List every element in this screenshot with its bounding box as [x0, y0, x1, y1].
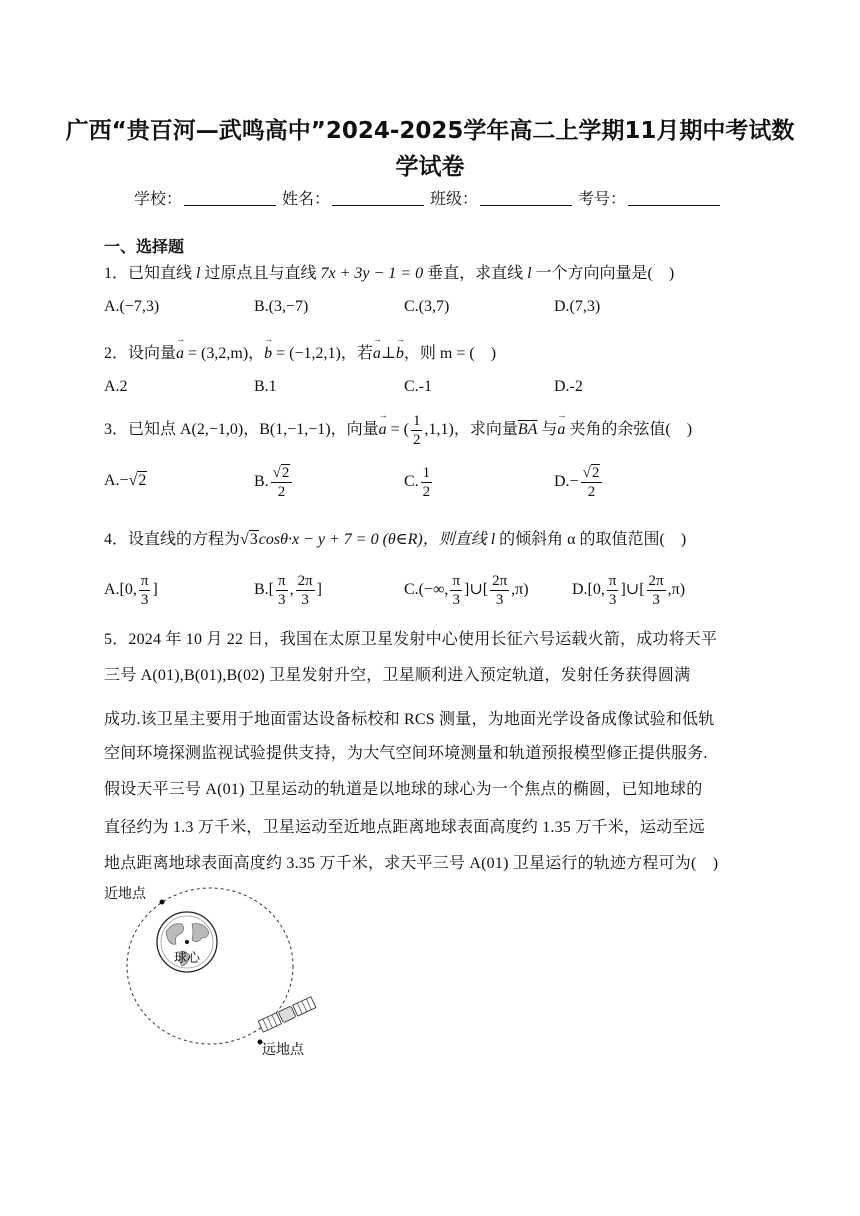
q3-vector-a: → a [379, 421, 387, 439]
q4-a-den: 3 [140, 592, 149, 608]
q3-c-den: 2 [422, 484, 431, 500]
q4-text-1: 4．设直线的方程为 [104, 531, 241, 548]
q2-vector-a-2: → a [373, 345, 381, 363]
q3-b-num: √2 [271, 464, 293, 483]
exam-number-blank [628, 191, 720, 206]
q2-vector-b-2: → b [396, 345, 404, 363]
q4-option-c[interactable] [404, 572, 529, 609]
q5-line-3: 成功.该卫星主要用于地面雷达设备标校和 RCS 测量，为地面光学设备成像试验和低轨 [104, 711, 715, 728]
q5-line-1: 5．2024 年 10 月 22 日，我国在太原卫星发射中心使用长征六号运载火箭，成功将天平 [104, 631, 718, 648]
apogee-label: 远地点 [262, 1042, 304, 1058]
q4-c-pre: C.(−∞, [404, 581, 449, 599]
section-heading: 一、选择题 [104, 237, 185, 256]
q3-frac-num: 1 [412, 413, 421, 429]
q3-b-label: B. [254, 473, 269, 491]
q3-d-label: D.− [554, 473, 579, 491]
exam-title-line2: 学试卷 [395, 154, 465, 180]
q4-d-frac1 [607, 572, 619, 609]
q5-line-7: 地点距离地球表面高度约 3.35 万千米，求天平三号 A(01) 卫星运行的轨迹方程可为( ) [104, 855, 719, 872]
q4-d-post: ,π) [667, 581, 686, 599]
q4-c-frac2 [490, 572, 509, 609]
q3-text-4: 与 [537, 421, 558, 439]
q4-a-num: π [140, 573, 149, 589]
q3-option-c[interactable] [404, 464, 434, 501]
perigee-label: 近地点 [104, 886, 146, 902]
q4-b-num2: 2π [297, 573, 313, 589]
q5-line-2: 三号 A(01),B(01),B(02) 卫星发射升空，卫星顺利进入预定轨道，发射任务获得圆满 [104, 667, 691, 684]
q3-c-num: 1 [422, 465, 431, 481]
q4-a-frac [139, 572, 151, 609]
q4-b-frac2 [296, 572, 315, 609]
q4-d-mid: ]∪[ [620, 581, 645, 599]
q3-text-5: 夹角的余弦值( ) [565, 421, 693, 439]
q3-a-radicand: 2 [138, 472, 147, 489]
q5-line-4: 空间环境探测监视试验提供支持，为大气空间环境测量和轨道预报模型修正提供服务. [104, 745, 708, 762]
q3-d-radicand: 2 [591, 465, 600, 481]
school-blank [184, 191, 276, 206]
q2-option-a[interactable]: A.2 [104, 378, 128, 395]
q4-b-num1: π [278, 573, 286, 589]
q4-option-b[interactable] [254, 572, 322, 609]
q3-option-b[interactable] [254, 464, 294, 501]
q1-equation: 7x + 3y − 1 = 0 [320, 265, 424, 282]
q3-c-fraction [421, 464, 433, 501]
q2-text-2: = (3,2,m)， [184, 345, 265, 362]
q3-text-2: = ( [386, 421, 409, 439]
q4-c-mid: ]∪[ [464, 581, 489, 599]
q4-d-num1: π [608, 573, 617, 589]
q4-option-a[interactable] [104, 572, 158, 609]
q4-b-mid: , [289, 581, 294, 599]
q4-b-frac1 [276, 572, 288, 609]
q1-option-a[interactable]: A.(−7,3) [104, 298, 160, 315]
q4-c-frac1 [450, 572, 462, 609]
q4-d-num2: 2π [648, 573, 664, 589]
class-label: 班级： [430, 189, 479, 208]
q4-b-pre: B.[ [254, 581, 274, 599]
school-label: 学校： [134, 189, 183, 208]
q4-option-d[interactable] [572, 572, 685, 609]
q2-text-3: = (−1,2,1)，若 [272, 345, 373, 362]
q1-option-d[interactable]: D.(7,3) [554, 298, 601, 315]
q1-option-c[interactable]: C.(3,7) [404, 298, 450, 315]
q4-a-pre: A.[0, [104, 581, 137, 599]
name-label: 姓名： [282, 189, 331, 208]
question-2-stem [104, 340, 496, 363]
q4-c-den2: 3 [495, 592, 504, 608]
q2-text-5: ，则 m = ( ) [403, 345, 497, 362]
q3-d-fraction [581, 464, 603, 501]
earth-center-label: 球心 [174, 951, 201, 966]
q4-b-den2: 3 [301, 592, 309, 608]
q4-a-post: ] [152, 581, 158, 599]
q2-option-b[interactable]: B.1 [254, 378, 277, 395]
name-blank [332, 191, 424, 206]
q2-vector-b: → b [264, 345, 272, 363]
q2-vector-a: → a [176, 345, 184, 363]
q5-line-6: 直径约为 1.3 万千米，卫星运动至近地点距离地球表面高度约 1.35 万千米，运动至远 [104, 819, 705, 836]
q3-option-a[interactable] [104, 472, 147, 490]
q4-text-3: 的倾斜角 α 的取值范围( ) [495, 531, 687, 548]
q4-radicand: 3 [249, 531, 258, 548]
q4-c-post: ,π) [511, 581, 529, 599]
q4-d-den1: 3 [608, 592, 617, 608]
q4-d-frac2 [647, 572, 666, 609]
q3-a-label: A.− [104, 472, 129, 489]
q1-var-l-2: l [527, 265, 532, 282]
q1-text-a: 1．已知直线 [104, 265, 197, 282]
q2-perp: ⊥ [380, 345, 396, 362]
q3-b-fraction [271, 464, 293, 501]
perigee-point [160, 900, 165, 905]
q3-option-d[interactable] [554, 464, 604, 501]
exam-number-label: 考号： [578, 189, 627, 208]
q1-text-b: 过原点且与直线 [200, 265, 321, 282]
q1-text-c: 垂直，求直线 [423, 265, 528, 282]
q1-text-d: 一个方向向量是( ) [531, 265, 675, 282]
q4-sqrt-sign: √ [240, 531, 249, 548]
q4-d-pre: D.[0, [572, 581, 605, 599]
q4-c-num1: π [452, 573, 461, 589]
q4-var-l: l [490, 531, 496, 548]
question-3-stem [104, 412, 692, 449]
satellite-icon [258, 997, 316, 1032]
q1-var-l: l [196, 265, 201, 282]
q4-c-num2: 2π [492, 573, 508, 589]
orbit-diagram [100, 880, 340, 1060]
q3-text-1: 3．已知点 A(2,−1,0)，B(1,−1,−1)，向量 [104, 421, 379, 439]
q3-text-3: ,1,1)，求向量 [424, 421, 518, 439]
q4-d-den2: 3 [652, 592, 660, 608]
q3-d-den: 2 [587, 484, 596, 500]
q3-vector-a-2: → a [557, 421, 565, 439]
q3-fraction-half [411, 412, 423, 449]
q1-option-b[interactable]: B.(3,−7) [254, 298, 309, 315]
q3-frac-den: 2 [412, 432, 421, 448]
q5-line-5: 假设天平三号 A(01) 卫星运动的轨道是以地球的球心为一个焦点的椭圆，已知地球的 [104, 781, 703, 798]
q4-c-den1: 3 [452, 592, 460, 608]
q3-c-label: C. [404, 473, 419, 491]
student-info-row [134, 186, 726, 209]
orbit-figure [100, 880, 340, 1060]
q2-option-d[interactable]: D.-2 [554, 378, 583, 395]
q3-b-radicand: 2 [281, 465, 290, 481]
q3-vector-ba: $\overline{BA}$ [517, 421, 538, 439]
class-blank [480, 191, 572, 206]
q3-a-sqrt-sign: √ [128, 472, 138, 489]
exam-title-line1: 广西“贵百河—武鸣高中”2024-2025学年高二上学期11月期中考试数 [65, 118, 795, 144]
q3-b-den: 2 [277, 484, 286, 500]
q3-d-num: √2 [581, 464, 603, 483]
q2-option-c[interactable]: C.-1 [404, 378, 432, 395]
q4-b-den1: 3 [278, 592, 286, 608]
q2-text-1: 2．设向量 [104, 345, 177, 362]
q4-b-post: ] [316, 581, 322, 599]
q4-text-2: cosθ·x − y + 7 = 0 (θ∈R)，则直线 [258, 531, 491, 548]
question-4-stem [104, 526, 686, 549]
question-1-stem [104, 260, 674, 283]
